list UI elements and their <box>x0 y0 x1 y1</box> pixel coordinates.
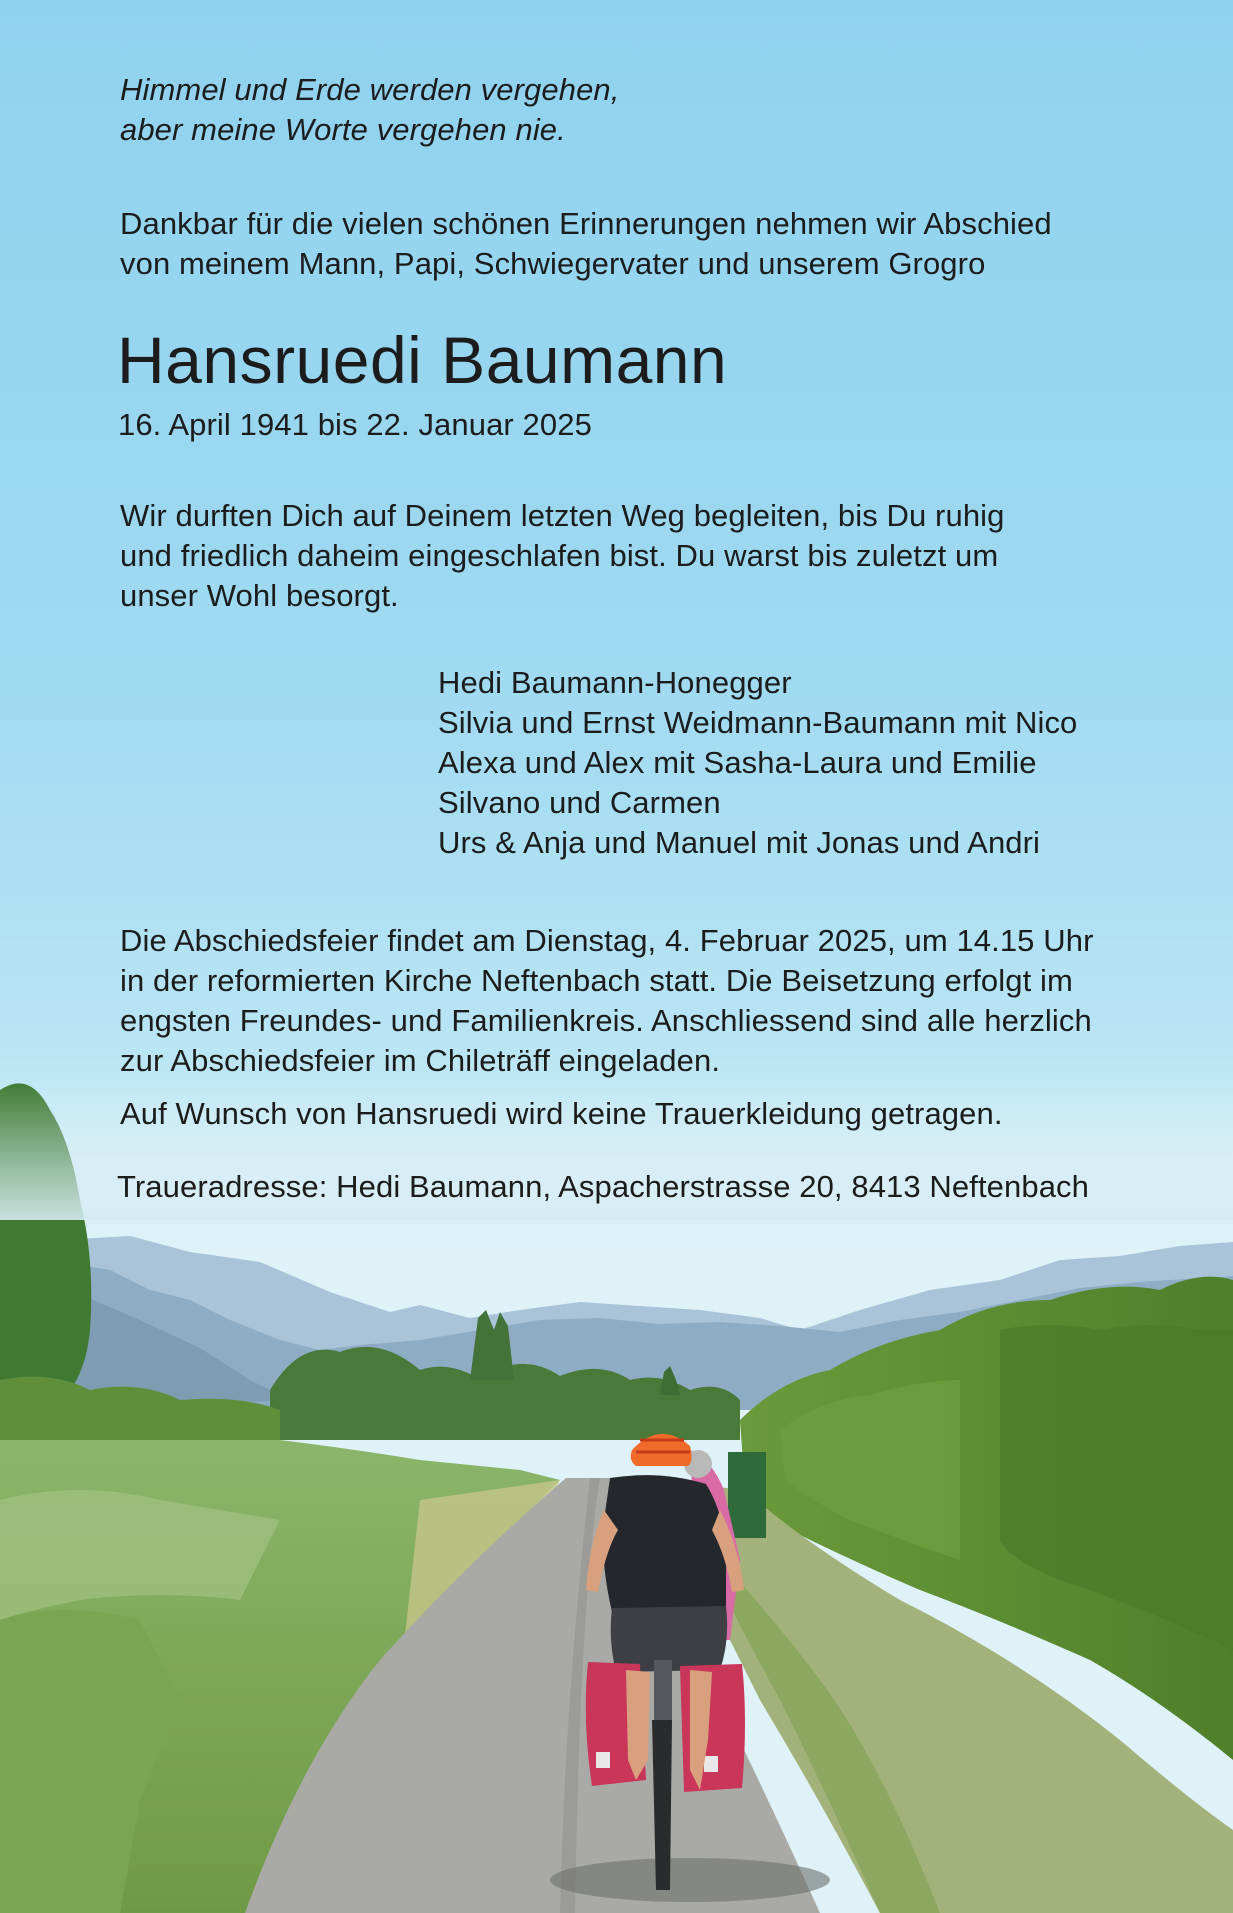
mourner: Alexa und Alex mit Sasha-Laura und Emilie <box>438 745 1037 780</box>
mourner: Urs & Anja und Manuel mit Jonas und Andri <box>438 825 1041 860</box>
mourner: Silvano und Carmen <box>438 785 721 820</box>
tribute-line: Wir durften Dich auf Deinem letzten Weg begleiten, bis Du ruhig <box>120 498 1005 533</box>
tribute-text <box>120 496 1005 616</box>
mourners-list <box>438 663 1077 863</box>
ceremony-text <box>120 921 1094 1081</box>
life-dates: 16. April 1941 bis 22. Januar 2025 <box>118 407 592 442</box>
mourner: Hedi Baumann-Honegger <box>438 665 792 700</box>
ceremony-line: in der reformierten Kirche Neftenbach statt. Die Beisetzung erfolgt im <box>120 963 1073 998</box>
intro-line: von meinem Mann, Papi, Schwiegervater und unserem Grogro <box>120 246 986 281</box>
intro-text <box>120 204 1052 284</box>
mourner: Silvia und Ernst Weidmann-Baumann mit Nico <box>438 705 1078 740</box>
intro-line: Dankbar für die vielen schönen Erinnerungen nehmen wir Abschied <box>120 206 1052 241</box>
mourning-address: Traueradresse: Hedi Baumann, Aspacherstrasse 20, 8413 Neftenbach <box>117 1169 1089 1204</box>
tribute-line: und friedlich daheim eingeschlafen bist. Du warst bis zuletzt um <box>120 538 999 573</box>
verse-line: Himmel und Erde werden vergehen, <box>120 72 620 107</box>
deceased-name: Hansruedi Baumann <box>117 323 728 397</box>
verse-line: aber meine Worte vergehen nie. <box>120 112 566 147</box>
dress-code-note: Auf Wunsch von Hansruedi wird keine Trauerkleidung getragen. <box>120 1096 1003 1131</box>
ceremony-line: zur Abschiedsfeier im Chileträff eingeladen. <box>120 1043 721 1078</box>
crates <box>728 1452 766 1538</box>
ceremony-line: Die Abschiedsfeier findet am Dienstag, 4. Februar 2025, um 14.15 Uhr <box>120 923 1094 958</box>
bible-verse <box>120 70 619 150</box>
ceremony-line: engsten Freundes- und Familienkreis. Anschliessend sind alle herzlich <box>120 1003 1092 1038</box>
tribute-line: unser Wohl besorgt. <box>120 578 399 613</box>
